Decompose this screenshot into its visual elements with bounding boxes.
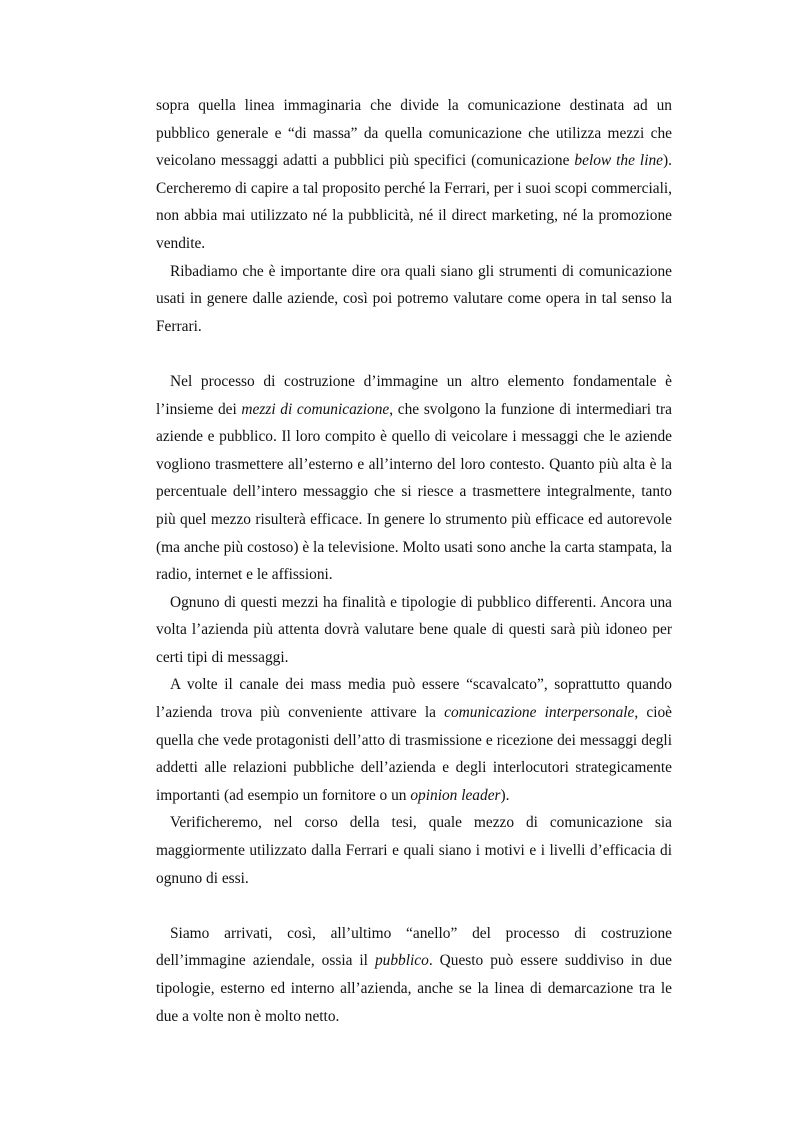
paragraph-text: . Questo può essere suddiviso in due tipologie, esterno ed interno all’azienda, anche se la linea di demarcazione tra le due a volte non è molto netto. <box>156 952 673 1025</box>
body-paragraph <box>156 92 672 258</box>
paragraph-text: Nel processo di costruzione d’immagine un altro elemento fondamentale è l’insieme dei <box>156 372 672 418</box>
paragraph-spacer <box>156 340 672 368</box>
body-paragraph <box>156 671 672 809</box>
paragraph-spacer <box>156 892 672 920</box>
italic-text: opinion leader <box>410 786 501 804</box>
paragraph-text: ). <box>500 786 510 804</box>
paragraph-text: , che svolgono la funzione di intermediari tra aziende e pubblico. Il loro compito è quello di veicolare i messaggi che le aziende vogliono trasmettere all’esterno e all’interno del loro contesto. Quanto più alta è la percentuale dell’intero messaggio che si riesce a trasmettere integralmente, tanto più quel mezzo risulterà efficace. In genere lo strumento più efficace ed autorevole (ma anche più costoso) è la televisione. Molto usati sono anche la carta stampata, la radio, internet e le affissioni. <box>156 400 672 584</box>
italic-text: below the line <box>574 152 664 170</box>
paragraph-text: Ognuno di questi mezzi ha finalità e tipologie di pubblico differenti. Ancora una volta l’azienda più attenta dovrà valutare bene quale di questi sarà più idoneo per certi tipi di messaggi. <box>156 593 672 666</box>
paragraph-text: sopra quella linea immaginaria che divide la comunicazione destinata ad un pubblico generale e “di massa” da quella comunicazione che utilizza mezzi che veicolano messaggi adatti a pubblici più specifici (comunicazione <box>156 97 672 170</box>
body-paragraph <box>156 589 672 672</box>
italic-text: comunicazione interpersonale <box>444 704 635 722</box>
paragraph-text: Siamo arrivati, così, all’ultimo “anello” del processo di costruzione dell’immagine aziendale, ossia il <box>156 924 672 970</box>
body-paragraph <box>156 920 672 1030</box>
italic-text: mezzi di comunicazione <box>241 400 390 418</box>
document-page <box>156 92 672 1030</box>
paragraph-text: Ribadiamo che è importante dire ora quali siano gli strumenti di comunicazione usati in genere dalle aziende, così poi potremo valutare come opera in tal senso la Ferrari. <box>156 262 672 335</box>
paragraph-text: , cioè quella che vede protagonisti dell’atto di trasmissione e ricezione dei messaggi degli addetti alle relazioni pubbliche dell’azienda e degli interlocutori strategicamente importanti (ad esempio un fornitore o un <box>156 704 672 804</box>
body-paragraph <box>156 258 672 341</box>
paragraph-text: A volte il canale dei mass media può essere “scavalcato”, soprattutto quando l’azienda trova più conveniente attivare la <box>156 676 672 722</box>
paragraph-text: Verificheremo, nel corso della tesi, quale mezzo di comunicazione sia maggiormente utilizzato dalla Ferrari e quali siano i motivi e i livelli d’efficacia di ognuno di essi. <box>156 814 672 887</box>
italic-text: pubblico <box>374 952 429 970</box>
paragraph-text: ). Cercheremo di capire a tal proposito perché la Ferrari, per i suoi scopi commerciali, non abbia mai utilizzato né la pubblicità, né il direct marketing, né la promozione vendite. <box>156 152 672 252</box>
body-paragraph <box>156 809 672 892</box>
body-paragraph <box>156 368 672 589</box>
